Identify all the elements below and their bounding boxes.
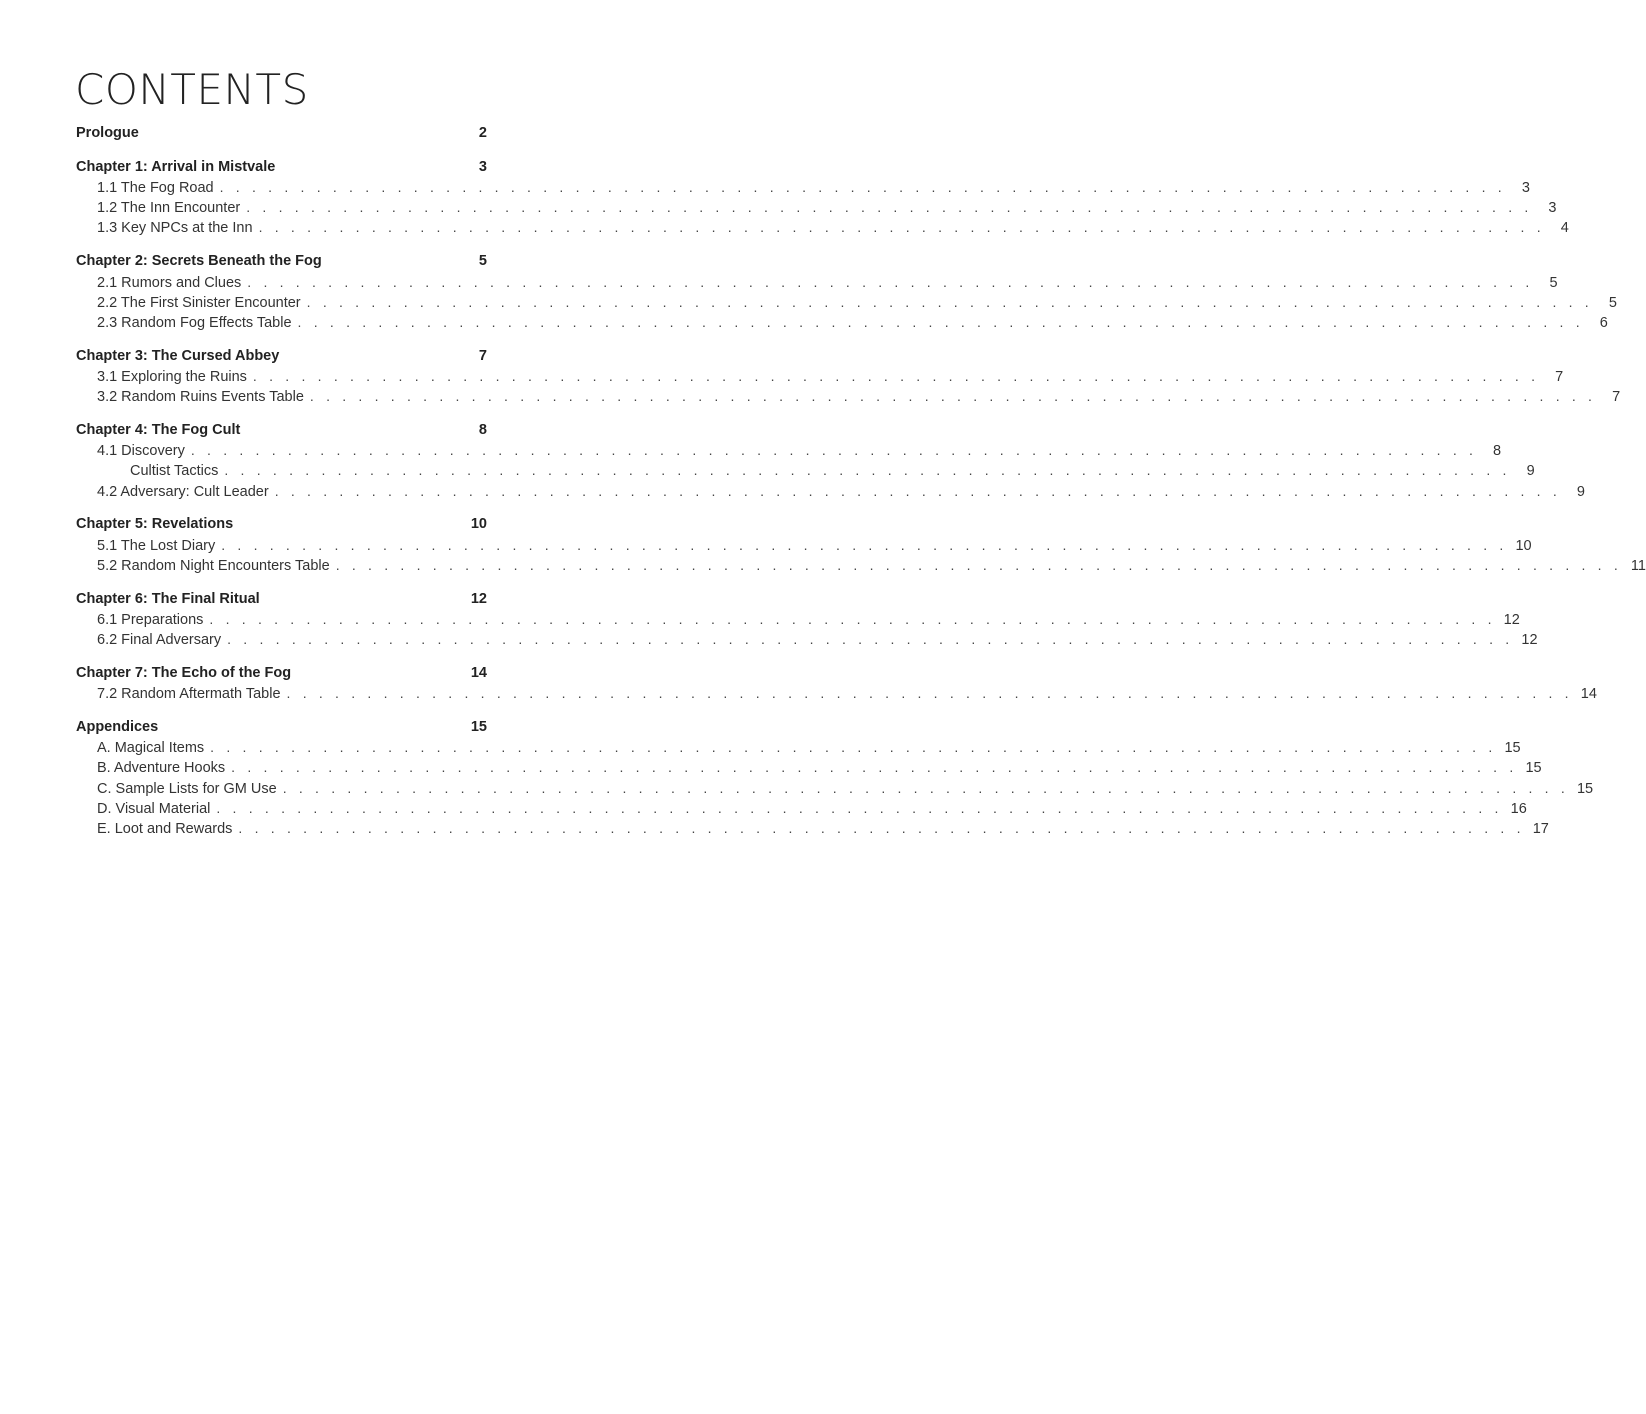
toc-chapter-title: Chapter 3: The Cursed Abbey xyxy=(76,347,280,364)
toc-section-title: D. Visual Material xyxy=(97,800,211,817)
toc-chapter-title: Chapter 7: The Echo of the Fog xyxy=(76,664,292,681)
toc-page-number: 2 xyxy=(478,125,487,141)
toc-section-entry[interactable] xyxy=(76,818,1549,838)
dot-leader: . . . . . . . . . . . . . . . . . . . . . . . . . . . . . . . . . . . . . . . . . . . . . . . . . . . . . . . . . . . . . . . . . . . . . . . . . . . . . . . . xyxy=(209,610,1496,627)
table-of-contents xyxy=(76,123,1646,838)
toc-section-entry[interactable] xyxy=(76,292,1617,312)
toc-chapter-entry[interactable] xyxy=(76,346,487,366)
toc-page-number: 9 xyxy=(1526,463,1535,480)
dot-leader: . . . . . . . . . . . . . . . . . . . . . . . . . . . . . . . . . . . . . . . . . . . . . . . . . . . . . . . . . . . . . . . . . . . . . . . . . . . . . . . . xyxy=(335,556,1622,573)
toc-section-entry[interactable] xyxy=(76,555,1646,575)
toc-section-title: 2.2 The First Sinister Encounter xyxy=(97,294,301,311)
toc-section-entry[interactable] xyxy=(76,737,1521,757)
toc-page-number: 12 xyxy=(1503,611,1520,628)
toc-page-number: 5 xyxy=(1608,294,1617,311)
dot-leader: . . . . . . . . . . . . . . . . . . . . . . . . . . . . . . . . . . . . . . . . . . . . . . . . . . . . . . . . . . . . . . . . . . . . . . . . . . . . . . . . xyxy=(258,219,1545,236)
toc-page-number: 8 xyxy=(478,422,487,438)
dot-leader: . . . . . . . . . . . . . . . . . . . . . . . . . . . . . . . . . . . . . . . . . . . . . . . . . . . . . . . . . . . . . . . . . . . . . . . . . . . . . . . . xyxy=(231,759,1518,776)
toc-chapter-entry[interactable] xyxy=(76,663,487,683)
dot-leader: . . . . . . . . . . . . . . . . . . . . . . . . . . . . . . . . . . . . . . . . . . . . . . . . . . . . . . . . . . . . . . . . . . . . . . . . . . . . . . . . xyxy=(224,462,1511,479)
dot-leader: . . . . . . . . . . . . . . . . . . . . . . . . . . . . . . . . . . . . . . . . . . . . . . . . . . . . . . . . . . . . . . . . . . . . . . . . . . . . . . . . xyxy=(286,685,1573,702)
toc-chapter-entry[interactable] xyxy=(76,157,487,177)
toc-chapter-title: Chapter 6: The Final Ritual xyxy=(76,590,260,607)
toc-page-number: 8 xyxy=(1493,443,1502,460)
toc-section-entry[interactable] xyxy=(76,440,1502,460)
toc-section-entry[interactable] xyxy=(76,272,1558,292)
toc-section-title: 2.3 Random Fog Effects Table xyxy=(97,314,292,331)
toc-page-number: 4 xyxy=(1560,220,1569,237)
toc-page-number: 15 xyxy=(470,719,487,735)
page-title: CONTENTS xyxy=(75,65,309,114)
toc-page-number: 10 xyxy=(1515,537,1532,554)
toc-page-number: 14 xyxy=(1580,686,1597,703)
toc-section-title: 4.1 Discovery xyxy=(97,443,185,460)
toc-section-title: 1.1 The Fog Road xyxy=(97,180,214,197)
toc-page-number: 15 xyxy=(1504,740,1521,757)
toc-section-title: 4.2 Adversary: Cult Leader xyxy=(97,483,269,500)
dot-leader: . . . . . . . . . . . . . . . . . . . . . . . . . . . . . . . . . . . . . . . . . . . . . . . . . . . . . . . . . . . . . . . . . . . . . . . . . . . . . . . . xyxy=(221,536,1508,553)
toc-section-entry[interactable] xyxy=(76,798,1527,818)
dot-leader: . . . . . . . . . . . . . . . . . . . . . . . . . . . . . . . . . . . . . . . . . . . . . . . . . . . . . . . . . . . . . . . . . . . . . . . . . . . . . . . . xyxy=(306,293,1593,310)
toc-chapter-entry[interactable] xyxy=(76,420,487,440)
toc-chapter-title: Chapter 5: Revelations xyxy=(76,516,234,533)
dot-leader: . . . . . . . . . . . . . . . . . . . . . . . . . . . . . . . . . . . . . . . . . . . . . . . . . . . . . . . . . . . . . . . . . . . . . . . . . . . . . . . . xyxy=(252,367,1540,384)
toc-section-title: 1.2 The Inn Encounter xyxy=(97,200,241,217)
toc-page-number: 11 xyxy=(1630,557,1646,574)
toc-section-title: 5.1 The Lost Diary xyxy=(97,537,216,554)
toc-chapter-title: Chapter 4: The Fog Cult xyxy=(76,422,241,438)
toc-chapter-entry[interactable] xyxy=(76,123,487,143)
toc-page-number: 6 xyxy=(1599,314,1608,331)
toc-section-title: A. Magical Items xyxy=(97,740,205,757)
toc-section-title: C. Sample Lists for GM Use xyxy=(97,780,277,797)
toc-page-number: 5 xyxy=(478,253,487,270)
toc-page-number: 7 xyxy=(478,347,487,364)
toc-page-number: 16 xyxy=(1510,800,1527,817)
toc-section-title: 6.2 Final Adversary xyxy=(97,632,222,649)
toc-chapter-entry[interactable] xyxy=(76,589,487,609)
dot-leader: . . . . . . . . . . . . . . . . . . . . . . . . . . . . . . . . . . . . . . . . . . . . . . . . . . . . . . . . . . . . . . . . . . . . . . . . . . . . . . . . xyxy=(238,819,1525,836)
toc-page-number: 12 xyxy=(1521,632,1538,649)
toc-section-title: 2.1 Rumors and Clues xyxy=(97,274,242,291)
toc-section-entry[interactable] xyxy=(76,177,1530,197)
toc-chapter-entry[interactable] xyxy=(76,251,487,271)
toc-section-entry[interactable] xyxy=(76,778,1594,798)
toc-section-entry[interactable] xyxy=(76,609,1520,629)
dot-leader: . . . . . . . . . . . . . . . . . . . . . . . . . . . . . . . . . . . . . . . . . . . . . . . . . . . . . . . . . . . . . . . . . . . . . . . . . . . . . . . . xyxy=(247,273,1534,290)
dot-leader: . . . . . . . . . . . . . . . . . . . . . . . . . . . . . . . . . . . . . . . . . . . . . . . . . . . . . . . . . . . . . . . . . . . . . . . . . . . . . . . . xyxy=(190,442,1478,459)
toc-section-entry[interactable] xyxy=(76,197,1557,217)
toc-section-entry[interactable] xyxy=(76,757,1542,777)
toc-section-title: E. Loot and Rewards xyxy=(97,820,233,837)
dot-leader: . . . . . . . . . . . . . . . . . . . . . . . . . . . . . . . . . . . . . . . . . . . . . . . . . . . . . . . . . . . . . . . . . . . . . . . . . . . . . . . . xyxy=(246,199,1533,216)
dot-leader: . . . . . . . . . . . . . . . . . . . . . . . . . . . . . . . . . . . . . . . . . . . . . . . . . . . . . . . . . . . . . . . . . . . . . . . . . . . . . . . . xyxy=(297,313,1584,330)
toc-section-entry[interactable] xyxy=(76,460,1535,480)
toc-section-title: 1.3 Key NPCs at the Inn xyxy=(97,220,253,237)
toc-page-number: 12 xyxy=(470,590,487,607)
toc-section-entry[interactable] xyxy=(76,312,1608,332)
toc-page-number: 3 xyxy=(1521,180,1530,197)
toc-section-title: B. Adventure Hooks xyxy=(97,760,226,777)
dot-leader: . . . . . . . . . . . . . . . . . . . . . . . . . . . . . . . . . . . . . . . . . . . . . . . . . . . . . . . . . . . . . . . . . . . . . . . . . . . . . . . . xyxy=(309,388,1597,405)
toc-page-number: 3 xyxy=(1548,200,1557,217)
dot-leader: . . . . . . . . . . . . . . . . . . . . . . . . . . . . . . . . . . . . . . . . . . . . . . . . . . . . . . . . . . . . . . . . . . . . . . . . . . . . . . . . xyxy=(219,179,1506,196)
toc-page-number: 5 xyxy=(1549,274,1558,291)
toc-section-title: 7.2 Random Aftermath Table xyxy=(97,686,281,703)
dot-leader: . . . . . . . . . . . . . . . . . . . . . . . . . . . . . . . . . . . . . . . . . . . . . . . . . . . . . . . . . . . . . . . . . . . . . . . . . . . . . . . . xyxy=(216,799,1503,816)
toc-section-title: 5.2 Random Night Encounters Table xyxy=(97,557,330,574)
toc-section-entry[interactable] xyxy=(76,683,1597,703)
dot-leader: . . . . . . . . . . . . . . . . . . . . . . . . . . . . . . . . . . . . . . . . . . . . . . . . . . . . . . . . . . . . . . . . . . . . . . . . . . . . . . . . xyxy=(227,631,1514,648)
toc-chapter-title: Prologue xyxy=(76,125,139,141)
toc-chapter-title: Chapter 1: Arrival in Mistvale xyxy=(76,158,276,175)
toc-section-title: 3.1 Exploring the Ruins xyxy=(97,368,247,385)
toc-page-number: 10 xyxy=(470,516,487,533)
toc-page-number: 7 xyxy=(1612,389,1621,406)
toc-section-entry[interactable] xyxy=(76,217,1569,237)
dot-leader: . . . . . . . . . . . . . . . . . . . . . . . . . . . . . . . . . . . . . . . . . . . . . . . . . . . . . . . . . . . . . . . . . . . . . . . . . . . . . . . . xyxy=(274,482,1561,499)
toc-page-number: 17 xyxy=(1532,820,1549,837)
toc-section-entry[interactable] xyxy=(76,535,1532,555)
toc-page-number: 3 xyxy=(478,158,487,175)
toc-page-number: 15 xyxy=(1525,760,1542,777)
dot-leader: . . . . . . . . . . . . . . . . . . . . . . . . . . . . . . . . . . . . . . . . . . . . . . . . . . . . . . . . . . . . . . . . . . . . . . . . . . . . . . . . xyxy=(282,779,1569,796)
toc-section-title: 6.1 Preparations xyxy=(97,611,204,628)
toc-chapter-title: Appendices xyxy=(76,719,159,735)
toc-section-title: Cultist Tactics xyxy=(130,463,219,480)
toc-page-number: 14 xyxy=(470,664,487,681)
toc-section-entry[interactable] xyxy=(76,481,1585,501)
dot-leader: . . . . . . . . . . . . . . . . . . . . . . . . . . . . . . . . . . . . . . . . . . . . . . . . . . . . . . . . . . . . . . . . . . . . . . . . . . . . . . . . xyxy=(210,739,1497,756)
toc-section-title: 3.2 Random Ruins Events Table xyxy=(97,389,304,406)
toc-chapter-entry[interactable] xyxy=(76,717,487,737)
toc-page-number: 9 xyxy=(1576,483,1585,500)
toc-section-entry[interactable] xyxy=(76,366,1564,386)
toc-chapter-title: Chapter 2: Secrets Beneath the Fog xyxy=(76,253,322,270)
toc-chapter-entry[interactable] xyxy=(76,514,487,534)
toc-section-entry[interactable] xyxy=(76,386,1621,406)
toc-page-number: 7 xyxy=(1555,368,1564,385)
toc-page-number: 15 xyxy=(1576,780,1594,797)
toc-section-entry[interactable] xyxy=(76,629,1538,649)
